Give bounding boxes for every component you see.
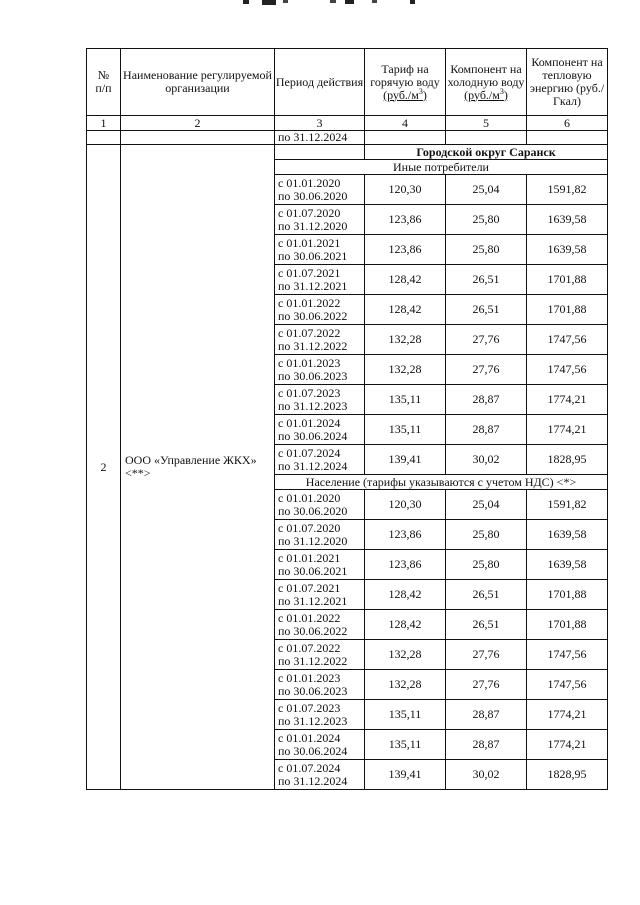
period-cell [275, 175, 365, 205]
hot-water-tariff: 135,11 [365, 700, 446, 730]
carryover-period: по 31.12.2024 [275, 131, 365, 145]
unit-text: (руб./м [464, 87, 500, 102]
period-from: с 01.01.2020 [278, 175, 341, 190]
cold-water-component: 30,02 [446, 445, 527, 475]
carryover-row [87, 131, 608, 145]
period-to: по 30.06.2022 [278, 308, 348, 323]
period-from: с 01.01.2020 [278, 490, 341, 505]
hot-water-tariff: 132,28 [365, 325, 446, 355]
header-cold-water-unit [464, 88, 508, 102]
hot-water-tariff: 135,11 [365, 415, 446, 445]
column-number: 1 [87, 116, 121, 131]
organization-name: ООО «Управление ЖКХ» <**> [121, 145, 275, 790]
period-cell [275, 610, 365, 640]
hot-water-tariff: 132,28 [365, 640, 446, 670]
period-to: по 30.06.2024 [278, 428, 348, 443]
column-number: 2 [121, 116, 275, 131]
heat-energy-component: 1828,95 [527, 760, 608, 790]
heat-energy-component: 1591,82 [527, 490, 608, 520]
heat-energy-component: 1747,56 [527, 640, 608, 670]
period-to: по 31.12.2021 [278, 278, 348, 293]
header-number-abbr: п/п [95, 81, 112, 95]
hot-water-tariff: 135,11 [365, 730, 446, 760]
unit-superscript: 3 [499, 86, 504, 96]
cold-water-component: 26,51 [446, 295, 527, 325]
period-cell [275, 325, 365, 355]
tariff-table [86, 48, 608, 790]
period-to: по 30.06.2020 [278, 188, 348, 203]
cold-water-component: 28,87 [446, 730, 527, 760]
cold-water-component: 26,51 [446, 610, 527, 640]
period-cell [275, 235, 365, 265]
cold-water-component: 26,51 [446, 265, 527, 295]
unit-text: (руб./м [383, 87, 419, 102]
hot-water-tariff: 132,28 [365, 355, 446, 385]
period-to: по 30.06.2022 [278, 623, 348, 638]
section-title: Иные потребители [275, 160, 608, 175]
district-period-blank [275, 145, 365, 160]
heat-energy-component: 1701,88 [527, 295, 608, 325]
header-heat-energy-unit: (руб./Гкал) [552, 81, 605, 108]
period-from: с 01.07.2021 [278, 580, 341, 595]
header-heat-energy-title: Компонент на тепловую энергию [529, 55, 603, 95]
cold-water-component: 26,51 [446, 580, 527, 610]
cold-water-component: 28,87 [446, 385, 527, 415]
period-to: по 30.06.2023 [278, 368, 348, 383]
period-to: по 31.12.2024 [278, 773, 348, 788]
heat-energy-component: 1828,95 [527, 445, 608, 475]
period-from: с 01.07.2022 [278, 640, 341, 655]
hot-water-tariff: 128,42 [365, 580, 446, 610]
heat-energy-component: 1747,56 [527, 355, 608, 385]
hot-water-tariff: 139,41 [365, 445, 446, 475]
cold-water-component: 25,80 [446, 205, 527, 235]
period-from: с 01.07.2024 [278, 445, 341, 460]
cold-water-component: 27,76 [446, 355, 527, 385]
period-from: с 01.07.2020 [278, 520, 341, 535]
period-to: по 31.12.2022 [278, 338, 348, 353]
hot-water-tariff: 123,86 [365, 205, 446, 235]
heat-energy-component: 1639,58 [527, 550, 608, 580]
column-number: 4 [365, 116, 446, 131]
heat-energy-component: 1747,56 [527, 670, 608, 700]
period-from: с 01.07.2024 [278, 760, 341, 775]
hot-water-tariff: 120,30 [365, 175, 446, 205]
header-hot-water-title: Тариф на горячую воду [370, 61, 440, 89]
hot-water-tariff: 128,42 [365, 295, 446, 325]
heat-energy-component: 1747,56 [527, 325, 608, 355]
header-hot-water-tariff [365, 49, 446, 116]
period-cell [275, 760, 365, 790]
cold-water-component: 28,87 [446, 415, 527, 445]
column-number-row [87, 116, 608, 131]
cold-water-component: 25,80 [446, 550, 527, 580]
period-cell [275, 550, 365, 580]
hot-water-tariff: 123,86 [365, 550, 446, 580]
period-cell [275, 415, 365, 445]
heat-energy-component: 1774,21 [527, 415, 608, 445]
carryover-empty-cell [121, 131, 275, 145]
period-cell [275, 670, 365, 700]
header-heat-energy-component [527, 49, 608, 116]
header-number-sign: № [97, 68, 110, 82]
period-to: по 30.06.2024 [278, 743, 348, 758]
hot-water-tariff: 139,41 [365, 760, 446, 790]
cold-water-component: 27,76 [446, 670, 527, 700]
period-from: с 01.01.2024 [278, 415, 341, 430]
period-from: с 01.07.2023 [278, 700, 341, 715]
cold-water-component: 25,04 [446, 175, 527, 205]
heat-energy-component: 1701,88 [527, 610, 608, 640]
column-number: 5 [446, 116, 527, 131]
period-cell [275, 580, 365, 610]
hot-water-tariff: 123,86 [365, 235, 446, 265]
period-from: с 01.01.2021 [278, 550, 341, 565]
period-to: по 31.12.2020 [278, 533, 348, 548]
cold-water-component: 30,02 [446, 760, 527, 790]
column-number: 6 [527, 116, 608, 131]
period-from: с 01.01.2024 [278, 730, 341, 745]
cold-water-component: 25,80 [446, 235, 527, 265]
header-period: Период действия [275, 49, 365, 116]
heat-energy-component: 1639,58 [527, 520, 608, 550]
hot-water-tariff: 128,42 [365, 265, 446, 295]
period-from: с 01.07.2023 [278, 385, 341, 400]
period-to: по 31.12.2024 [278, 458, 348, 473]
period-from: с 01.01.2022 [278, 295, 341, 310]
page-top-scan-artifact [0, 0, 640, 12]
period-to: по 30.06.2023 [278, 683, 348, 698]
header-number [87, 49, 121, 116]
period-from: с 01.01.2023 [278, 670, 341, 685]
period-from: с 01.07.2022 [278, 325, 341, 340]
section-title: Население (тарифы указываются с учетом НДС) <*> [275, 475, 608, 490]
period-cell [275, 730, 365, 760]
period-from: с 01.07.2021 [278, 265, 341, 280]
heat-energy-component: 1701,88 [527, 580, 608, 610]
hot-water-tariff: 120,30 [365, 490, 446, 520]
organization-number: 2 [87, 145, 121, 790]
period-cell [275, 385, 365, 415]
cold-water-component: 25,80 [446, 520, 527, 550]
table-header-row [87, 49, 608, 116]
cold-water-component: 27,76 [446, 640, 527, 670]
period-cell [275, 640, 365, 670]
header-hot-water-unit [383, 88, 427, 102]
unit-close: ) [422, 87, 427, 102]
carryover-empty-cell [446, 131, 527, 145]
period-cell [275, 295, 365, 325]
period-from: с 01.01.2023 [278, 355, 341, 370]
hot-water-tariff: 135,11 [365, 385, 446, 415]
heat-energy-component: 1774,21 [527, 385, 608, 415]
cold-water-component: 28,87 [446, 700, 527, 730]
cold-water-component: 25,04 [446, 490, 527, 520]
unit-superscript: 3 [418, 86, 423, 96]
carryover-empty-cell [87, 131, 121, 145]
district-row [87, 145, 608, 160]
period-cell [275, 520, 365, 550]
header-organization: Наименование регулируемой организации [121, 49, 275, 116]
period-to: по 30.06.2021 [278, 248, 348, 263]
hot-water-tariff: 132,28 [365, 670, 446, 700]
period-to: по 31.12.2020 [278, 218, 348, 233]
column-number: 3 [275, 116, 365, 131]
period-to: по 31.12.2023 [278, 713, 348, 728]
carryover-empty-cell [365, 131, 446, 145]
period-from: с 01.01.2022 [278, 610, 341, 625]
hot-water-tariff: 128,42 [365, 610, 446, 640]
hot-water-tariff: 123,86 [365, 520, 446, 550]
carryover-empty-cell [527, 131, 608, 145]
period-to: по 30.06.2021 [278, 563, 348, 578]
heat-energy-component: 1774,21 [527, 700, 608, 730]
heat-energy-component: 1639,58 [527, 235, 608, 265]
period-cell [275, 265, 365, 295]
heat-energy-component: 1701,88 [527, 265, 608, 295]
header-cold-water-component [446, 49, 527, 116]
heat-energy-component: 1591,82 [527, 175, 608, 205]
period-cell [275, 700, 365, 730]
period-to: по 30.06.2020 [278, 503, 348, 518]
period-cell [275, 445, 365, 475]
district-name: Городской округ Саранск [365, 145, 608, 160]
unit-close: ) [503, 87, 508, 102]
period-cell [275, 205, 365, 235]
heat-energy-component: 1639,58 [527, 205, 608, 235]
period-to: по 31.12.2022 [278, 653, 348, 668]
cold-water-component: 27,76 [446, 325, 527, 355]
header-cold-water-title: Компонент на холодную воду [447, 61, 525, 89]
period-cell [275, 490, 365, 520]
period-from: с 01.07.2020 [278, 205, 341, 220]
heat-energy-component: 1774,21 [527, 730, 608, 760]
period-cell [275, 355, 365, 385]
period-from: с 01.01.2021 [278, 235, 341, 250]
period-to: по 31.12.2021 [278, 593, 348, 608]
period-to: по 31.12.2023 [278, 398, 348, 413]
